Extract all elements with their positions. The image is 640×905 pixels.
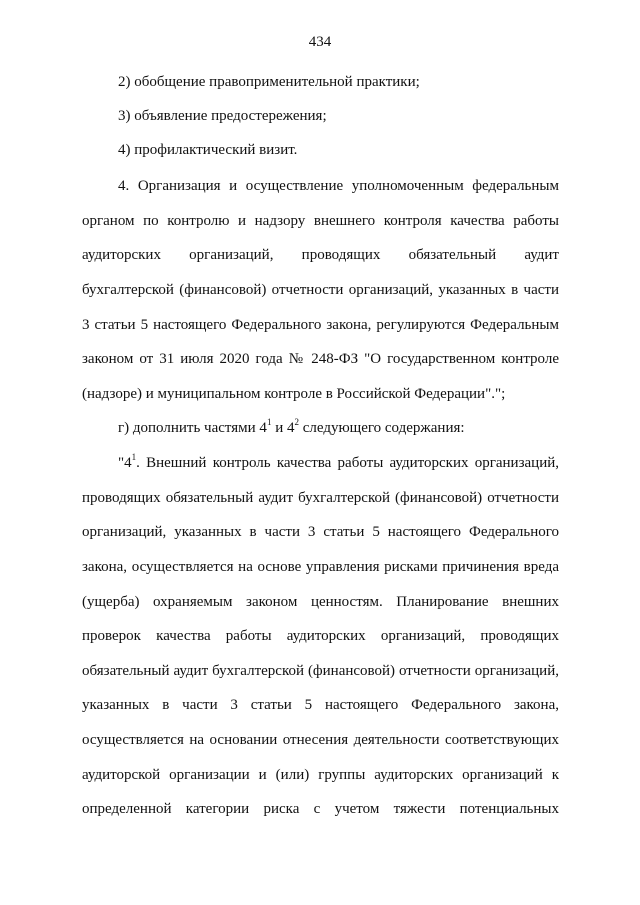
text-line: (надзоре) и муниципальном контроле в Российской Федерации"."; <box>82 386 506 402</box>
text-line: 2) обобщение правоприменительной практики; <box>118 74 420 90</box>
text-line: аудиторской организации и (или) группы аудиторских организаций к <box>82 767 559 783</box>
text-line: организаций, указанных в части 3 статьи 5 настоящего Федерального <box>82 524 559 540</box>
text-line: определенной категории риска с учетом тяжести потенциальных <box>82 801 559 817</box>
text-line: 4) профилактический визит. <box>118 142 298 158</box>
text-line: закона, осуществляется на основе управления рисками причинения вреда <box>82 559 559 575</box>
text-line: 3 статьи 5 настоящего Федерального закона, регулируются Федеральным <box>82 317 559 333</box>
text-line: аудиторских организаций, проводящих обязательный аудит <box>82 247 559 263</box>
text-line: бухгалтерской (финансовой) отчетности организаций, указанных в части <box>82 282 559 298</box>
text-line: проверок качества работы аудиторских организаций, проводящих <box>82 628 559 644</box>
page-number: 434 <box>308 34 332 50</box>
text-line: 4. Организация и осуществление уполномоченным федеральным <box>118 178 559 194</box>
text-line: обязательный аудит бухгалтерской (финансовой) отчетности организаций, <box>82 663 559 679</box>
text-line: 3) объявление предостережения; <box>118 108 327 124</box>
text-line: законом от 31 июля 2020 года № 248-ФЗ "О государственном контроле <box>82 351 559 367</box>
text-line: (ущерба) охраняемым законом ценностям. Планирование внешних <box>82 594 559 610</box>
text-line: осуществляется на основании отнесения деятельности соответствующих <box>82 732 559 748</box>
text-line-amendment: г) дополнить частями $4^1$ и $4^2$ следующего содержания: <box>118 417 465 436</box>
text-line-part-4-1: "$4^1$. Внешний контроль качества работы аудиторских организаций, <box>118 452 559 471</box>
text-line: проводящих обязательный аудит бухгалтерской (финансовой) отчетности <box>82 490 559 506</box>
text-line: указанных в части 3 статьи 5 настоящего Федерального закона, <box>82 697 559 713</box>
text-line: органом по контролю и надзору внешнего контроля качества работы <box>82 213 559 229</box>
